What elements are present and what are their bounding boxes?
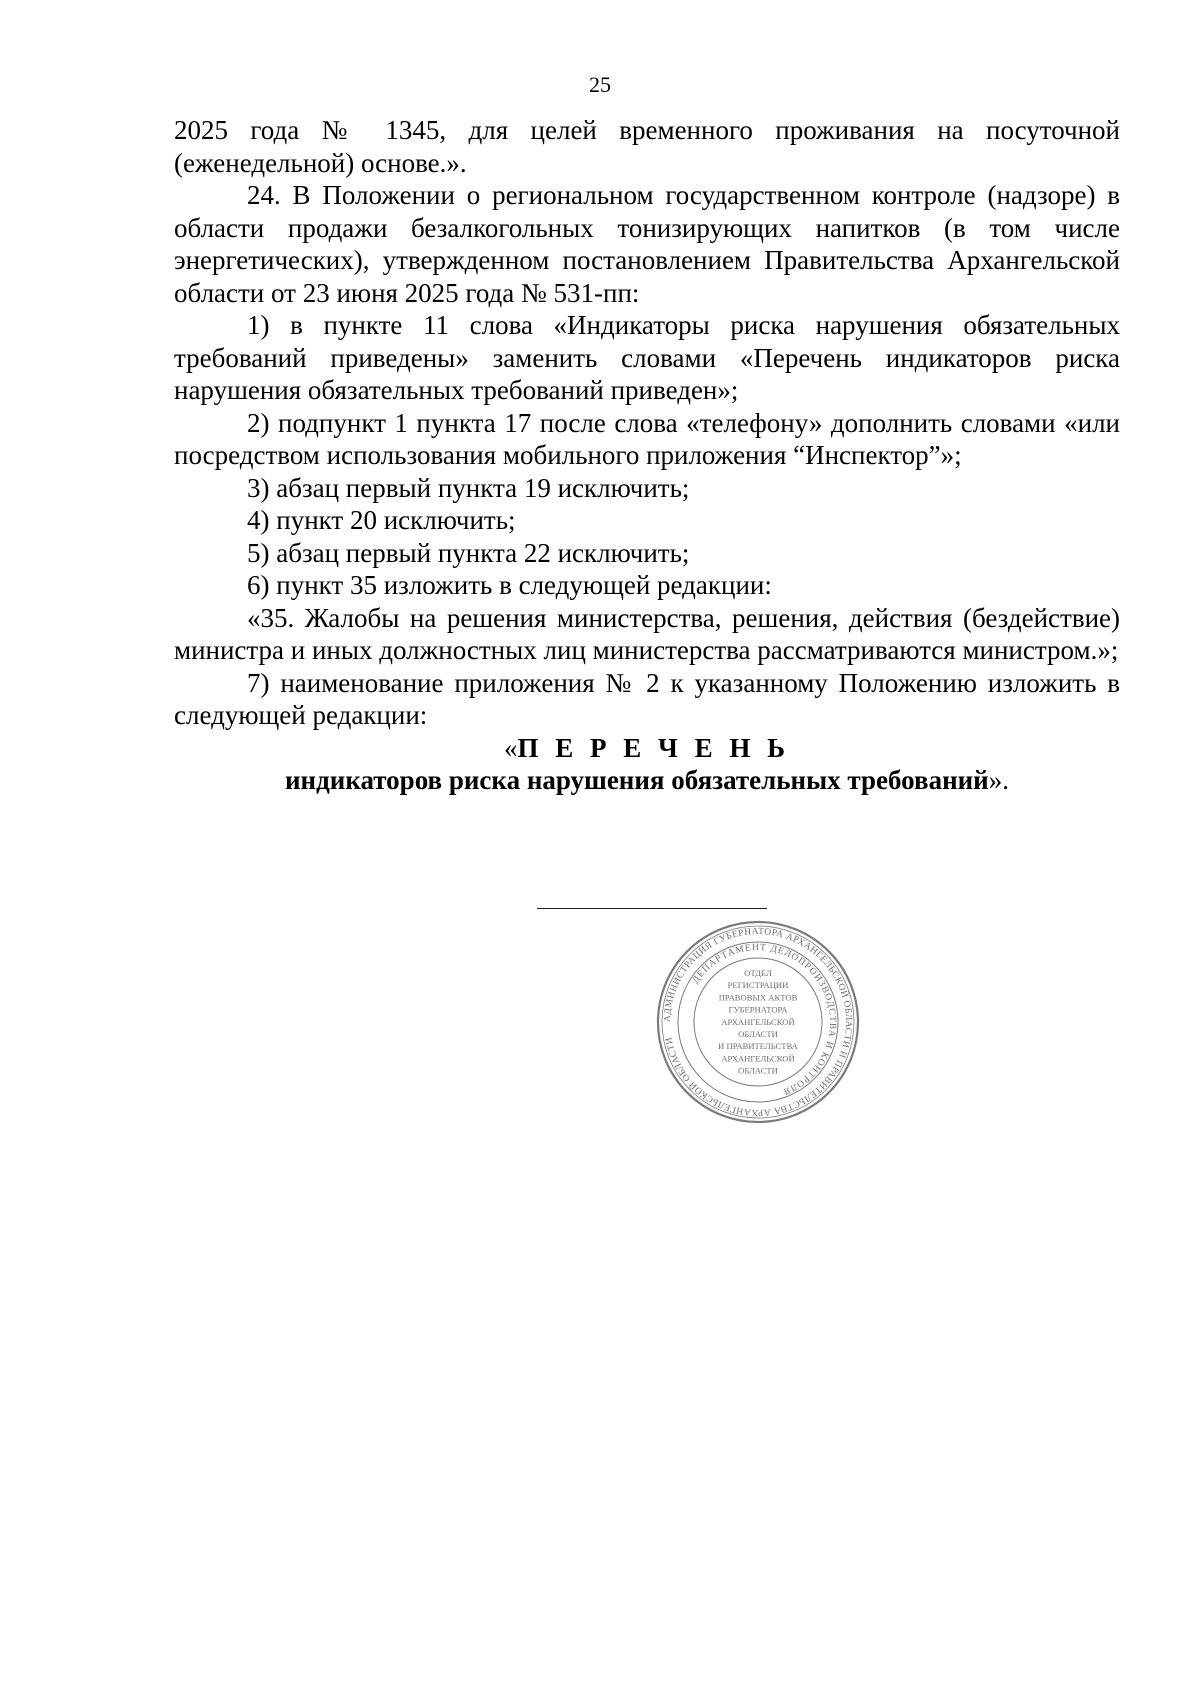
paragraph-subitem-3: 3) абзац первый пункта 19 исключить;	[247, 472, 690, 503]
heading-title-text: П Е Р Е Ч Е Н Ь	[517, 732, 790, 763]
heading-open-quote: «	[504, 732, 518, 763]
seal-ring-outer: АДМИНИСТРАЦИЯ ГУБЕРНАТОРА АРХАНГЕЛЬСКОЙ ОБЛАСТИ И ПРАВИТЕЛЬСТВА АРХАНГЕЛЬСКОЙ ОБЛАСТИ	[662, 926, 854, 1118]
paragraph-subitem-4: 4) пункт 20 исключить;	[247, 505, 516, 535]
seal-center-line: ОТДЕЛ	[744, 968, 772, 978]
paragraph-subitem-7: 7) наименование приложения № 2 к указанному Положению изложить в следующей редакции:	[174, 667, 1120, 730]
seal-center-line: ПРАВОВЫХ АКТОВ	[718, 992, 798, 1003]
paragraph-quoted-35: «35. Жалобы на решения министерства, решения, действия (бездействие) министра и иных должностных лиц министерства рассматриваются министром.»;	[174, 602, 1120, 665]
seal-ring-inner: ДЕПАРТАМЕНТ ДЕЛОПРОИЗВОДСТВА И КОНТРОЛЯ	[691, 942, 838, 1097]
seal-center-line: И ПРАВИТЕЛЬСТВА	[718, 1041, 798, 1052]
paragraph-continuation: 2025 года № 1345, для целей временного проживания на посуточной (еженедельной) основе.».	[174, 115, 1120, 178]
official-seal-stamp	[654, 918, 862, 1126]
seal-center-line: ОБЛАСТИ	[738, 1029, 778, 1039]
seal-center-line: АРХАНГЕЛЬСКОЙ	[721, 1016, 795, 1027]
seal-center-line: РЕГИСТРАЦИИ	[727, 980, 789, 991]
heading-subtitle	[174, 764, 1120, 797]
heading-subtitle-text: индикаторов риска нарушения обязательных требований	[285, 765, 989, 795]
signature-line	[537, 908, 767, 909]
paragraph-subitem-6: 6) пункт 35 изложить в следующей редакции:	[247, 570, 772, 600]
paragraph-item-24: 24. В Положении о региональном государственном контроле (надзоре) в области продажи безалкогольных тонизирующих напитков (в том числе энергетических), утвержденном постановлением Правительства Архангельской области от 23 июня 2025 года № 531-пп:	[174, 180, 1120, 308]
document-body	[174, 114, 1120, 797]
paragraph-subitem-5: 5) абзац первый пункта 22 исключить;	[247, 537, 690, 568]
seal-center-line: ОБЛАСТИ	[738, 1065, 778, 1076]
heading-title	[174, 732, 1120, 765]
page-number: 25	[589, 72, 611, 97]
paragraph-subitem-2: 2) подпункт 1 пункта 17 после слова «телефону» дополнить словами «или посредством использования мобильного приложения “Инспектор”»;	[174, 407, 1120, 470]
seal-center-line: ГУБЕРНАТОРА	[728, 1004, 788, 1015]
heading-close-quote: ».	[988, 765, 1009, 795]
seal-center-line: АРХАНГЕЛЬСКОЙ	[721, 1053, 795, 1064]
paragraph-subitem-1: 1) в пункте 11 слова «Индикаторы риска нарушения обязательных требований приведены» заменить словами «Перечень индикаторов риска нарушения обязательных требований приведен»;	[174, 310, 1120, 405]
seal-center-text	[718, 968, 798, 1076]
